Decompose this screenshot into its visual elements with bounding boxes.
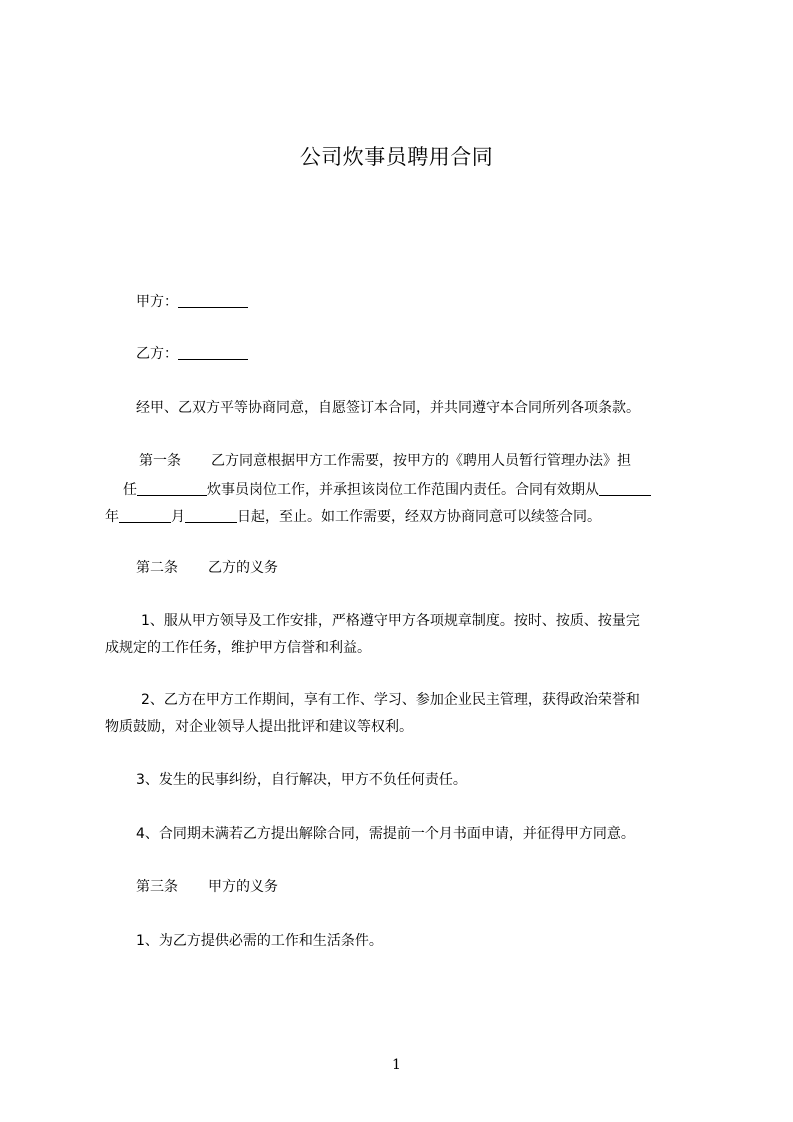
article1-line1 xyxy=(139,452,631,470)
page-title: 公司炊事员聘用合同 xyxy=(299,145,494,169)
party-b-blank xyxy=(178,345,248,360)
article3-heading-line xyxy=(136,878,278,896)
party-a-line xyxy=(136,293,248,311)
article1-text-line3c: 日起，至止。如工作需要，经双方协商同意可以续签合同。 xyxy=(237,509,601,525)
start-year-blank xyxy=(599,481,651,496)
article1-text-line2a: 任 xyxy=(123,482,137,498)
article1-text-line2b: 炊事员岗位工作，并承担该岗位工作范围内责任。合同有效期从 xyxy=(207,482,599,498)
start-day-blank xyxy=(185,508,237,523)
article3-heading: 第三条 xyxy=(136,879,178,895)
party-a-blank xyxy=(178,293,248,308)
article2-heading-line xyxy=(136,559,278,577)
article1-text-line3a: 年 xyxy=(105,509,119,525)
article1-text-line3b: 月 xyxy=(171,509,185,525)
article2-subject: 乙方的义务 xyxy=(208,560,278,576)
party-b-label: 乙方： xyxy=(136,346,178,362)
party-a-label: 甲方： xyxy=(136,294,178,310)
article1-line3 xyxy=(105,508,601,526)
page-number: 1 xyxy=(392,1057,401,1073)
article3-item1: 1、为乙方提供必需的工作和生活条件。 xyxy=(136,933,383,949)
article2-item4: 4、合同期未满若乙方提出解除合同，需提前一个月书面申请，并征得甲方同意。 xyxy=(136,826,635,842)
article1-line2 xyxy=(123,481,651,499)
article1-text-line1: 乙方同意根据甲方工作需要，按甲方的《聘用人员暂行管理办法》担 xyxy=(211,453,631,469)
article1-heading: 第一条 xyxy=(139,453,181,469)
article2-item1-line1: 1、服从甲方领导及工作安排，严格遵守甲方各项规章制度。按时、按质、按量完 xyxy=(141,613,640,629)
article2-heading: 第二条 xyxy=(136,560,178,576)
start-month-blank xyxy=(119,508,171,523)
intro-paragraph: 经甲、乙双方平等协商同意，自愿签订本合同，并共同遵守本合同所列各项条款。 xyxy=(136,400,640,416)
party-b-line xyxy=(136,345,248,363)
article2-item1-line2: 成规定的工作任务，维护甲方信誉和利益。 xyxy=(105,640,371,656)
article2-item3: 3、发生的民事纠纷，自行解决，甲方不负任何责任。 xyxy=(136,772,467,788)
article3-subject: 甲方的义务 xyxy=(208,879,278,895)
article2-item2-line1: 2、乙方在甲方工作期间，享有工作、学习、参加企业民主管理，获得政治荣誉和 xyxy=(141,692,640,708)
article2-item2-line2: 物质鼓励，对企业领导人提出批评和建议等权利。 xyxy=(105,719,413,735)
position-blank xyxy=(137,481,207,496)
